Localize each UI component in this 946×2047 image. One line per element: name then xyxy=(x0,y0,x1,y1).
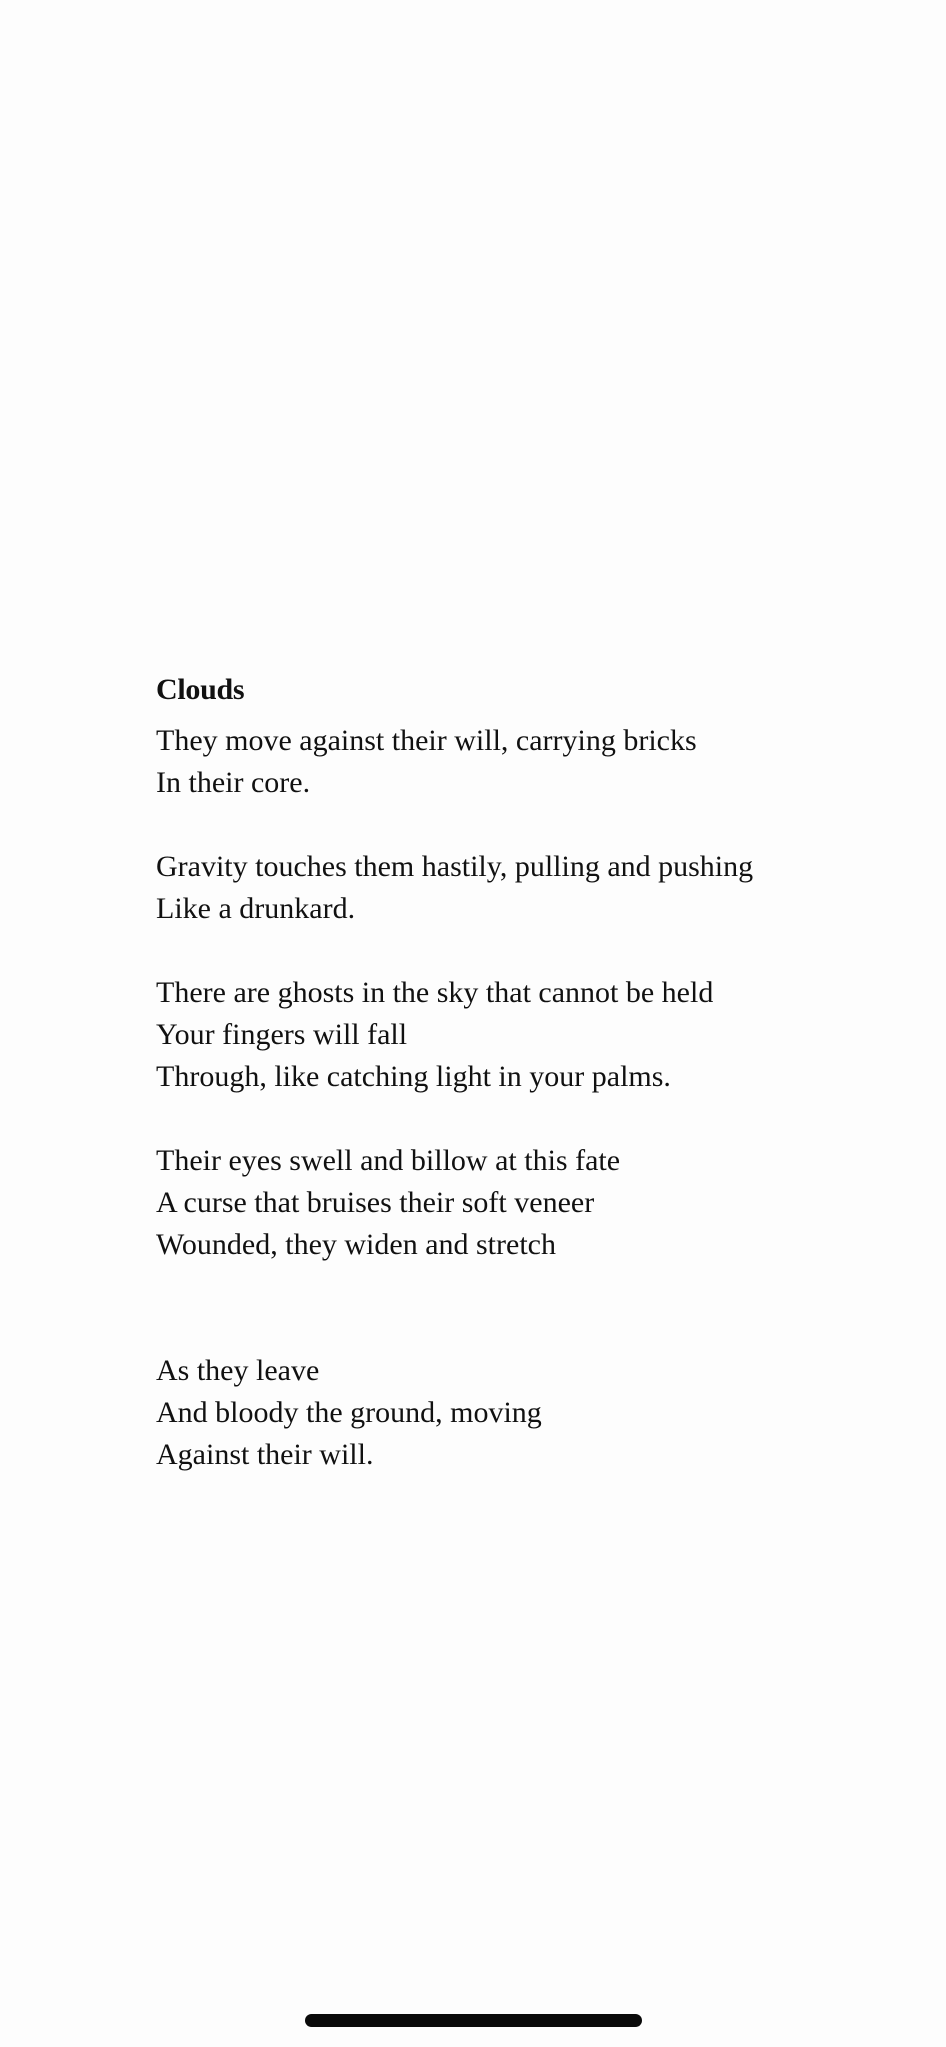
poem-line: Like a drunkard. xyxy=(156,892,356,925)
poem-line: Against their will. xyxy=(156,1438,374,1471)
poem-title: Clouds xyxy=(156,673,245,706)
poem-line: Wounded, they widen and stretch xyxy=(156,1228,556,1261)
stanza-5 xyxy=(156,1350,916,1476)
stanza-1 xyxy=(156,720,916,804)
poem-line: And bloody the ground, moving xyxy=(156,1396,542,1429)
poem-line: Their eyes swell and billow at this fate xyxy=(156,1144,621,1177)
poem-content xyxy=(156,668,916,1518)
poem-line: As they leave xyxy=(156,1354,320,1387)
poem-line: Through, like catching light in your palms. xyxy=(156,1060,671,1093)
poem-line: A curse that bruises their soft veneer xyxy=(156,1186,595,1219)
stanza-2 xyxy=(156,846,916,930)
poem-line: Your fingers will fall xyxy=(156,1018,408,1051)
stanza-4 xyxy=(156,1140,916,1266)
poem-line: There are ghosts in the sky that cannot be held xyxy=(156,976,714,1009)
poem-line: Gravity touches them hastily, pulling and pushing xyxy=(156,850,754,883)
home-indicator[interactable] xyxy=(305,2014,642,2027)
poem-line: In their core. xyxy=(156,766,311,799)
stanza-3 xyxy=(156,972,916,1098)
poem-line: They move against their will, carrying bricks xyxy=(156,724,697,757)
